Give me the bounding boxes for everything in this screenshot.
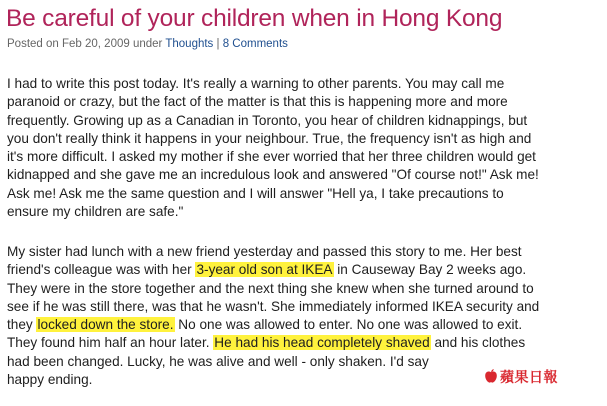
paragraph-line: see if he was still there, was that he wasn't. She immediately informed IKEA security and [7, 298, 540, 314]
paragraph-line: had been changed. Lucky, he was alive and well - only shaken. I'd say [7, 353, 429, 369]
line-text: and his clothes [430, 335, 526, 351]
post-meta [7, 37, 288, 51]
paragraph-line [7, 316, 607, 334]
paragraph-line: I had to write this post today. It's really a warning to other parents. You may call me [7, 76, 505, 91]
post-date: Posted on Feb 20, 2009 under [7, 38, 166, 50]
line-text: they [7, 317, 37, 333]
line-text: No one was allowed to enter. No one was allowed to exit. [174, 317, 523, 333]
comments-link[interactable]: 8 Comments [222, 38, 288, 50]
line-text: They found him half an hour later. [7, 335, 214, 351]
apple-logo-icon [483, 368, 499, 384]
post-title[interactable]: Be careful of your children when in Hong Kong [6, 5, 503, 32]
meta-separator: | [213, 38, 223, 50]
paragraph-line: frequently. Growing up as a Canadian in Toronto, you hear of children kidnappings, but [7, 112, 528, 128]
paragraph-line: Ask me! Ask me the same question and I will answer "Hell ya, I take precautions to [7, 185, 504, 201]
line-text: friend's colleague was with her [7, 262, 196, 278]
highlight-shaved: He had his head completely shaved [214, 335, 430, 351]
highlight-lockdown: locked down the store. [37, 317, 174, 333]
paragraph-1 [7, 75, 607, 221]
paragraph-line: it's more difficult. I asked my mother if she ever worried that her three children would get [7, 149, 536, 165]
paragraph-line [7, 261, 607, 279]
paragraph-line: ensure my children are safe." [7, 204, 184, 220]
highlight-ikea: 3-year old son at IKEA [196, 262, 333, 278]
line-text: in Causeway Bay 2 weeks ago. [333, 262, 527, 278]
paragraph-line: happy ending. [7, 372, 93, 388]
category-link[interactable]: Thoughts [165, 38, 214, 50]
paragraph-line: They were in the store together and the next thing she knew when she turned around to [7, 280, 534, 296]
apple-daily-watermark [483, 366, 563, 388]
paragraph-line: kidnapped and she gave me an incredulous look and answered "Of course not!" Ask me! [7, 167, 539, 183]
paragraph-line: My sister had lunch with a new friend yesterday and passed this story to me. Her best [7, 244, 522, 259]
paragraph-line [7, 334, 607, 352]
watermark-text: 蘋果日報 [500, 369, 558, 385]
paragraph-line: paranoid or crazy, but the fact of the matter is that this is happening more and more [7, 94, 508, 110]
paragraph-line: you don't really think it happens in your neighbour. True, the frequency isn't as high and [7, 130, 532, 146]
